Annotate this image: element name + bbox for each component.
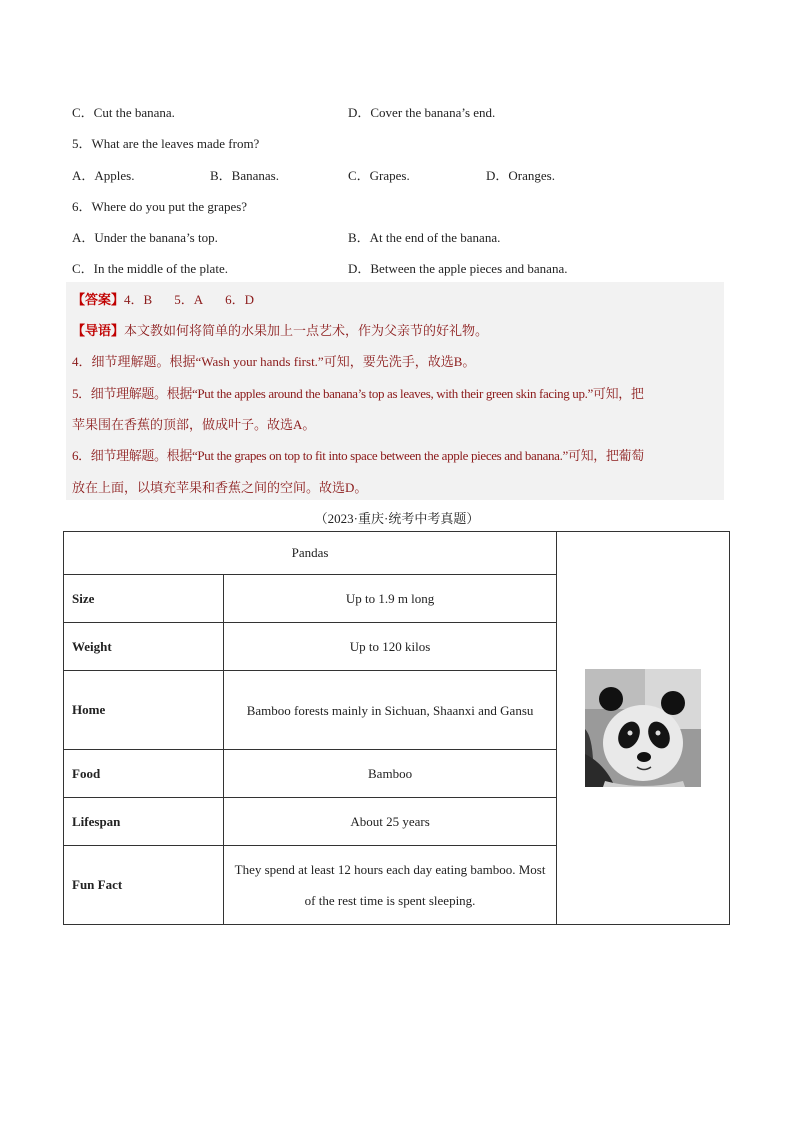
panda-photo-cell (557, 532, 730, 925)
explanation-6-line-2: 放在上面，以填充苹果和香蕉之间的空间。故选D。 (72, 480, 368, 495)
q4-option-c: C．Cut the banana. (72, 105, 175, 120)
q5-option-d: D．Oranges. (486, 168, 555, 183)
q6-option-d: D．Between the apple pieces and banana. (348, 261, 568, 276)
pandas-table (63, 531, 730, 925)
table-title: Pandas (64, 532, 557, 575)
explanation-6-line-1: 6．细节理解题。根据“Put the grapes on top to fit into space between the apple pieces and banana.”可知，把葡萄 (72, 448, 644, 463)
q5-option-b: B．Bananas. (210, 168, 279, 183)
q6-stem: 6．Where do you put the grapes? (72, 199, 248, 214)
row-value-food: Bamboo (224, 750, 557, 798)
q5-option-c: C．Grapes. (348, 168, 410, 183)
q4-option-d: D．Cover the banana’s end. (348, 105, 496, 120)
guide-tag: 【导语】 (72, 323, 125, 338)
explanation-5-line-1: 5．细节理解题。根据“Put the apples around the banana’s top as leaves, with their green skin facing up.”可知，把 (72, 386, 644, 401)
q6-option-c: C．In the middle of the plate. (72, 261, 228, 276)
q6-option-a: A．Under the banana’s top. (72, 230, 218, 245)
row-value-weight: Up to 120 kilos (224, 623, 557, 671)
row-value-home: Bamboo forests mainly in Sichuan, Shaanxi and Gansu (224, 671, 557, 750)
row-label-weight: Weight (64, 623, 224, 671)
answer-item-6: 6．D (225, 292, 254, 307)
answer-line (72, 289, 276, 308)
row-label-lifespan: Lifespan (64, 798, 224, 846)
guide-text: 本文教如何将简单的水果加上一点艺术，作为父亲节的好礼物。 (124, 323, 489, 338)
row-value-lifespan: About 25 years (224, 798, 557, 846)
row-label-food: Food (64, 750, 224, 798)
row-label-fun-fact: Fun Fact (64, 846, 224, 925)
q6-option-b: B．At the end of the banana. (348, 230, 501, 245)
explanation-5-line-2: 苹果围在香蕉的顶部，做成叶子。故选A。 (72, 417, 316, 432)
table-title-row (64, 532, 730, 575)
source-label: （2023·重庆·统考中考真题） (314, 511, 480, 526)
explanation-4: 4．细节理解题。根据“Wash your hands first.”可知，要先洗手，故选B。 (72, 354, 476, 369)
answer-item-4: 4．B (124, 292, 153, 307)
row-value-size: Up to 1.9 m long (224, 575, 557, 623)
q5-stem: 5．What are the leaves made from? (72, 136, 260, 151)
row-label-home: Home (64, 671, 224, 750)
answer-tag: 【答案】 (72, 292, 125, 307)
answer-item-5: 5．A (174, 292, 204, 307)
guide-line (72, 320, 488, 339)
q5-option-a: A．Apples. (72, 168, 135, 183)
row-value-fun-fact: They spend at least 12 hours each day eating bamboo. Most of the rest time is spent sleeping. (224, 846, 557, 925)
row-label-size: Size (64, 575, 224, 623)
panda-photo (585, 669, 701, 787)
